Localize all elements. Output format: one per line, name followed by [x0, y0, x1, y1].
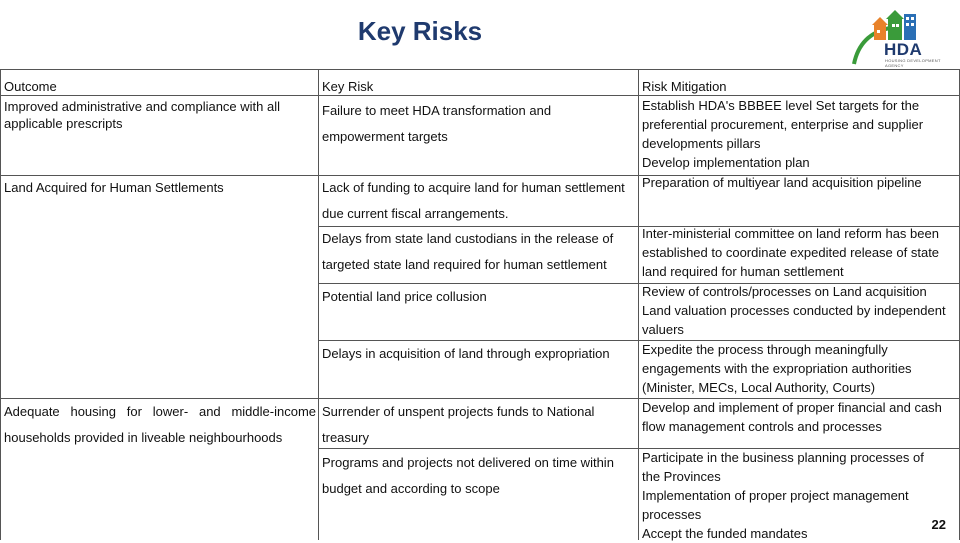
row-0-mitigation: Establish HDA's BBBEE level Set targets for the preferential procurement, enterprise and supplier developments pillars Develop implementation plan: [642, 98, 924, 170]
row-0-risk: Failure to meet HDA transformation and empowerment targets: [322, 103, 552, 144]
row-2-mitigation: Inter-ministerial committee on land reform has been established to coordinate expedited release of state land required for human settlement: [642, 226, 940, 279]
column-divider-2: [638, 69, 639, 540]
row-4-mitigation: Expedite the process through meaningfully engagements with the expropriation authorities (Minister, MECs, Local Authority, Courts): [642, 342, 912, 395]
column-divider-1: [318, 69, 319, 540]
row-1-outcome: Land Acquired for Human Settlements: [4, 180, 224, 195]
row-1-risk: Lack of funding to acquire land for human settlement due current fiscal arrangements.: [322, 180, 625, 221]
page-number: 22: [931, 517, 946, 532]
header-outcome: Outcome: [4, 79, 57, 94]
row-1-mitigation: Preparation of multiyear land acquisition pipeline: [642, 175, 922, 190]
row-3-risk: Potential land price collusion: [322, 289, 487, 304]
row-6-risk: Programs and projects not delivered on time within budget and according to scope: [322, 455, 614, 496]
row-5-mitigation: Develop and implement of proper financial and cash flow management controls and processes: [642, 400, 942, 434]
row-2-risk: Delays from state land custodians in the release of targeted state land required for human settlement: [322, 231, 614, 272]
table-left-border: [0, 69, 1, 540]
row-4-risk: Delays in acquisition of land through expropriation: [322, 346, 610, 361]
logo-text: HDA: [884, 40, 923, 59]
row-5-outcome: Adequate housing for lower- and middle-income households provided in liveable neighbourhoods: [4, 404, 316, 445]
row-5-risk: Surrender of unspent projects funds to National treasury: [322, 404, 595, 445]
logo-tagline: HOUSING DEVELOPMENT AGENCY: [885, 58, 941, 68]
row-3-mitigation: Review of controls/processes on Land acquisition Land valuation processes conducted by independent valuers: [642, 284, 946, 337]
row-6-mitigation: Participate in the business planning processes of the Provinces Implementation of proper project management processes Accept the funded mandates: [642, 450, 924, 541]
header-risk-mitigation: Risk Mitigation: [642, 79, 727, 94]
header-key-risk: Key Risk: [322, 79, 374, 94]
row-0-outcome: Improved administrative and compliance with all applicable prescripts: [4, 99, 281, 131]
page-title: Key Risks: [357, 16, 483, 46]
table-top-border: [0, 69, 960, 70]
